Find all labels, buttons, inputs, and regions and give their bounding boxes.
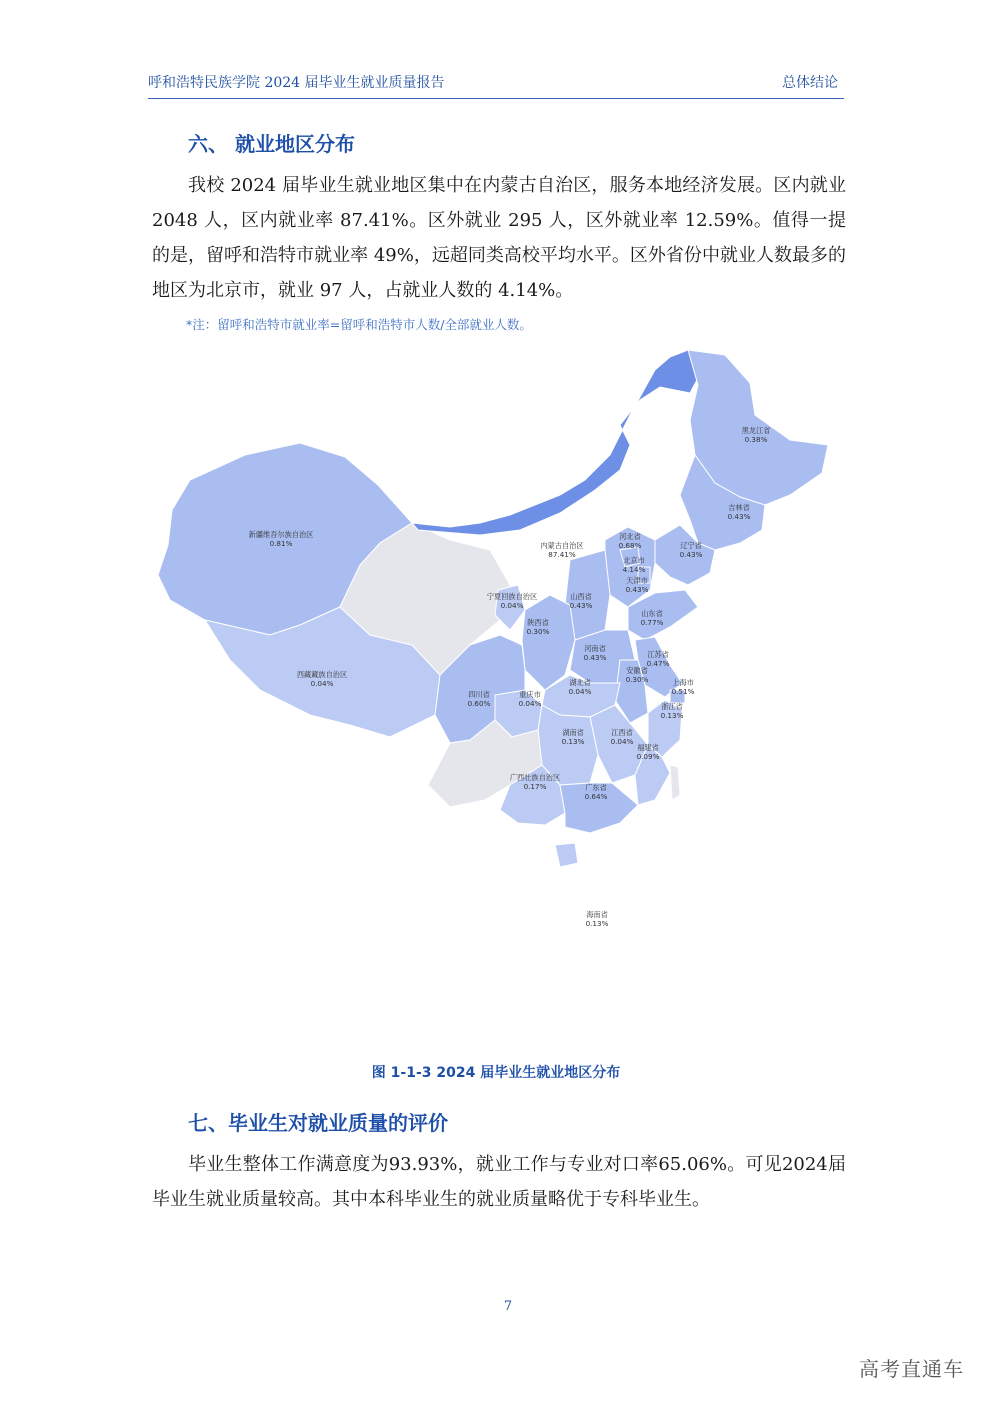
region-name-label: 内蒙古自治区 bbox=[540, 541, 584, 550]
region-name-label: 北京市 bbox=[623, 556, 645, 565]
region-name-label: 河北省 bbox=[619, 532, 641, 541]
region-value-label: 0.68% bbox=[618, 541, 642, 550]
region-value-label: 0.77% bbox=[640, 618, 664, 627]
region-value-label: 0.43% bbox=[569, 601, 593, 610]
region-name-label: 河南省 bbox=[584, 644, 606, 653]
region-name-label: 上海市 bbox=[672, 678, 694, 687]
region-no-data-29 bbox=[670, 765, 680, 800]
region-name-label: 辽宁省 bbox=[680, 541, 702, 550]
region-内蒙古自治区 bbox=[412, 350, 705, 535]
page-header-left: 呼和浩特民族学院 2024 届毕业生就业质量报告 bbox=[148, 75, 445, 91]
region-name-label: 湖北省 bbox=[569, 678, 591, 687]
region-value-label: 0.43% bbox=[679, 550, 703, 559]
region-name-label: 浙江省 bbox=[661, 702, 683, 711]
watermark: 高考直通车 bbox=[859, 1357, 964, 1381]
page-header-right: 总体结论 bbox=[782, 75, 838, 91]
region-name-label: 福建省 bbox=[637, 743, 659, 752]
section6-paragraph: 我校 2024 届毕业生就业地区集中在内蒙古自治区，服务本地经济发展。区内就业 2048 人，区内就业率 87.41%。区外就业 295 人，区外就业率 12.59%。值得一提的是，留呼和浩特市就业率 49%，远超同类高校平均水平。区外省份中就业人数最多的地区为北京市，就业 97 人，占就业人数的 4.14%。 bbox=[152, 175, 846, 301]
region-name-label: 四川省 bbox=[468, 690, 490, 699]
figure-caption: 图 1-1-3 2024 届毕业生就业地区分布 bbox=[371, 1065, 621, 1081]
region-value-label: 0.81% bbox=[269, 539, 293, 548]
region-value-label: 4.14% bbox=[622, 565, 646, 574]
region-value-label: 0.04% bbox=[310, 679, 334, 688]
region-name-label: 广东省 bbox=[585, 783, 607, 792]
region-name-label: 山西省 bbox=[570, 592, 592, 601]
region-value-label: 0.38% bbox=[744, 435, 768, 444]
region-value-label: 0.04% bbox=[500, 601, 524, 610]
employment-region-map bbox=[150, 345, 842, 1025]
region-value-label: 0.51% bbox=[671, 687, 695, 696]
header-divider bbox=[148, 98, 844, 99]
region-value-label: 0.13% bbox=[660, 711, 684, 720]
region-陕西省 bbox=[522, 595, 575, 690]
region-value-label: 87.41% bbox=[548, 550, 576, 559]
region-value-label: 0.13% bbox=[585, 919, 609, 928]
region-value-label: 0.04% bbox=[610, 737, 634, 746]
region-value-label: 0.04% bbox=[518, 699, 542, 708]
region-value-label: 0.30% bbox=[625, 675, 649, 684]
page-number: 7 bbox=[503, 1299, 513, 1314]
region-value-label: 0.43% bbox=[625, 585, 649, 594]
region-name-label: 天津市 bbox=[626, 576, 648, 585]
region-value-label: 0.30% bbox=[526, 627, 550, 636]
region-value-label: 0.43% bbox=[727, 512, 751, 521]
region-name-label: 西藏藏族自治区 bbox=[296, 670, 348, 679]
region-name-label: 江苏省 bbox=[647, 650, 669, 659]
region-name-label: 新疆维吾尔族自治区 bbox=[248, 530, 314, 539]
section6-heading: 六、 就业地区分布 bbox=[188, 132, 355, 156]
region-name-label: 山东省 bbox=[641, 609, 663, 618]
section7-heading: 七、毕业生对就业质量的评价 bbox=[188, 1111, 448, 1135]
region-value-label: 0.60% bbox=[467, 699, 491, 708]
region-value-label: 0.47% bbox=[646, 659, 670, 668]
section7-paragraph: 毕业生整体工作满意度为93.93%，就业工作与专业对口率65.06%。可见2024届毕业生就业质量较高。其中本科毕业生的就业质量略优于专科毕业生。 bbox=[152, 1154, 846, 1210]
region-value-label: 0.64% bbox=[584, 792, 608, 801]
region-value-label: 0.43% bbox=[583, 653, 607, 662]
region-name-label: 湖南省 bbox=[562, 728, 584, 737]
region-value-label: 0.17% bbox=[523, 782, 547, 791]
region-name-label: 宁夏回族自治区 bbox=[486, 592, 538, 601]
region-海南省 bbox=[555, 843, 578, 867]
region-name-label: 吉林省 bbox=[728, 503, 750, 512]
region-value-label: 0.04% bbox=[568, 687, 592, 696]
region-name-label: 广西壮族自治区 bbox=[509, 773, 561, 782]
region-name-label: 重庆市 bbox=[519, 690, 541, 699]
section6-note: *注：留呼和浩特市就业率=留呼和浩特市人数/全部就业人数。 bbox=[186, 317, 532, 332]
region-name-label: 江西省 bbox=[611, 728, 633, 737]
region-value-label: 0.13% bbox=[561, 737, 585, 746]
region-name-label: 黑龙江省 bbox=[741, 426, 771, 435]
region-name-label: 安徽省 bbox=[626, 666, 648, 675]
region-name-label: 海南省 bbox=[586, 910, 608, 919]
region-value-label: 0.09% bbox=[636, 752, 660, 761]
region-name-label: 陕西省 bbox=[527, 618, 549, 627]
